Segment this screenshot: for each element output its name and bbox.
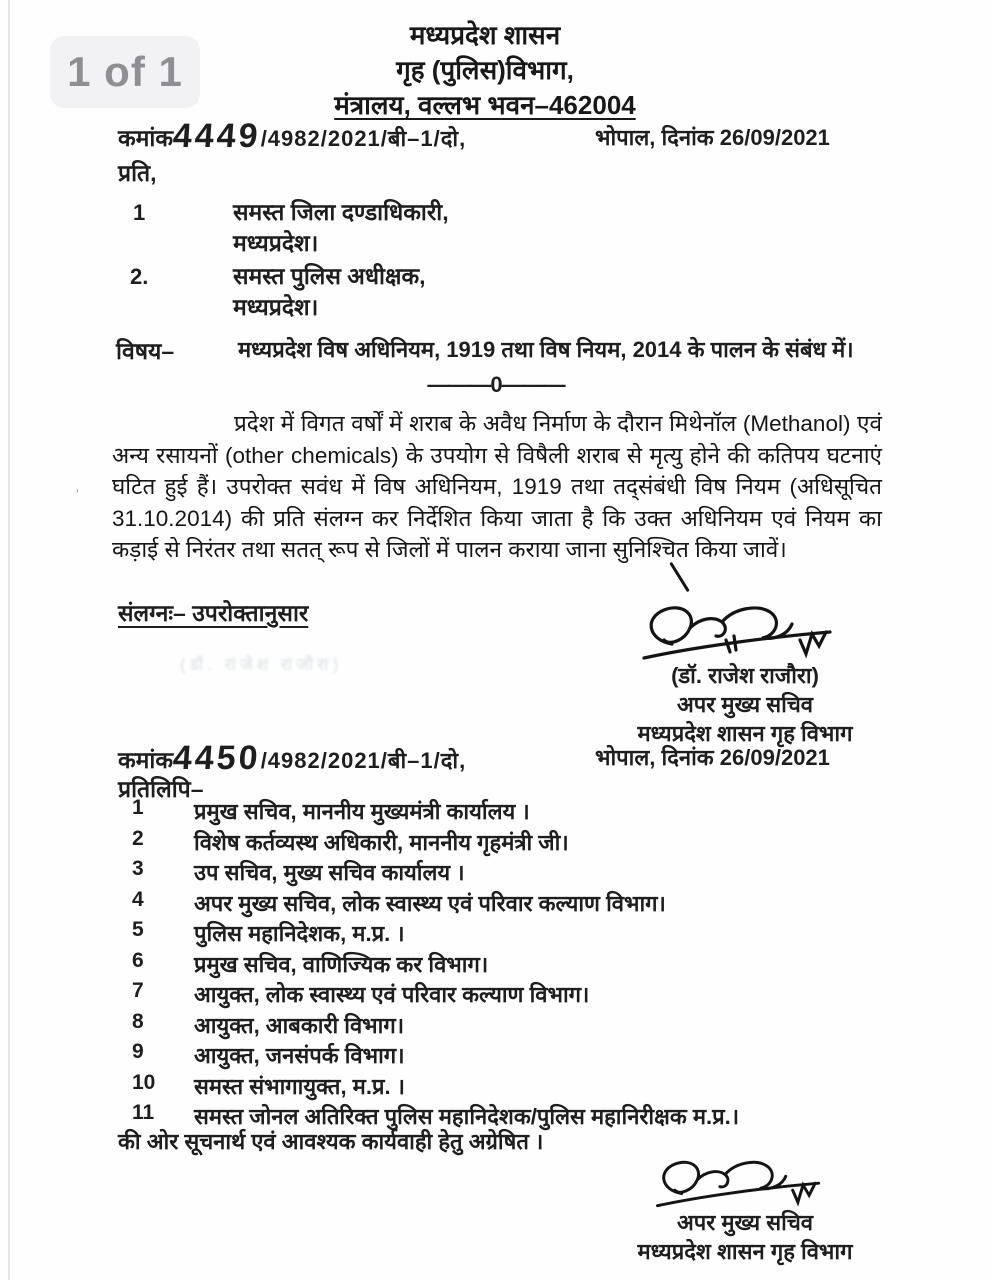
letterhead-dept: गृह (पुलिस)विभाग, (396, 55, 574, 85)
cc-item-number: 8 (132, 1009, 144, 1033)
cc-item-number: 2 (132, 826, 144, 850)
signature-block-2 (600, 1152, 890, 1266)
letterhead (235, 18, 735, 123)
cc-item-number: 6 (132, 948, 144, 972)
ref1-place-date: भोपाल, दिनांक 26/09/2021 (595, 125, 830, 150)
cc-item (132, 796, 892, 827)
scan-speck: ' (76, 486, 79, 502)
cc-item-text: उप सचिव, मुख्य सचिव कार्यालय । (194, 860, 465, 885)
signatory-name: (डॉ. राजेश राजौरा) (671, 663, 819, 688)
letterhead-govt: मध्यप्रदेश शासन (409, 20, 561, 50)
cc-item-text: आयुक्त, जनसंपर्क विभाग। (194, 1043, 405, 1068)
cc-item (132, 918, 892, 949)
ref2-label: कमांक (118, 747, 174, 773)
letter-body: प्रदेश में विगत वर्षों में शराब के अवैध निर्माण के दौरान मिथेनॉल (Methanol) एवं अन्य रसायनों (other chemicals) के उपयोग से विषैली शराब से मृत्यु होने की कतिपय घटनाएं घटित हुई हैं। उपरोक्त सवंध में विष अधिनियम, 1919 तथा तद्संबंधी विष नियम (अधिसूचित 31.10.2014) की प्रति संलग्न कर निर्देशित किया जाता है कि उक्त अधिनियम एवं नियम का कड़ाई से निरंतर तथा सतत् रूप से जिलों में पालन कराया जाना सुनिश्चित किया जावें। (112, 411, 882, 562)
cc-item-number: 4 (132, 887, 144, 911)
cc-item (132, 888, 892, 919)
enclosure-note: संलग्नः– उपरोक्तानुसार (118, 600, 309, 626)
signature-block-1 (600, 596, 890, 748)
cc-item (132, 1040, 892, 1071)
recipient-2-number: 2. (130, 264, 149, 289)
cc-item (132, 1071, 892, 1102)
recipient-2-line1: समस्त पुलिस अधीक्षक, (233, 263, 426, 289)
signatory-dept: मध्यप्रदेश शासन गृह विभाग (637, 721, 853, 746)
recipient-1 (233, 197, 449, 259)
cc-item-number: 11 (132, 1101, 155, 1124)
page-indicator-text: 1 of 1 (67, 48, 183, 95)
cc-item-number: 5 (132, 918, 144, 941)
ref2-place-date: भोपाल, दिनांक 26/09/2021 (595, 745, 830, 770)
cc-item-number: 10 (132, 1070, 156, 1094)
cc-item (132, 827, 892, 858)
ref1-label: कमांक (118, 125, 174, 151)
ref1-handwritten-number: 4449 (171, 117, 262, 155)
page-edge-divider (8, 0, 10, 1280)
signatory-title: अपर मुख्य सचिव (676, 692, 814, 717)
separator-ornament: ———0——— (427, 372, 565, 397)
signatory-title: अपर मुख्य सचिव (676, 1210, 814, 1235)
letterhead-address: मंत्रालय, वल्लभ भवन–462004 (334, 90, 636, 120)
pen-mark (669, 562, 690, 592)
cc-list (132, 796, 892, 1132)
cc-item (132, 949, 892, 980)
cc-item-number: 1 (132, 796, 144, 819)
cc-item (132, 1010, 892, 1041)
signatory-dept: मध्यप्रदेश शासन गृह विभाग (637, 1239, 853, 1264)
cc-item-text: पुलिस महानिदेशक, म.प्र. । (194, 921, 405, 946)
recipient-1-number: 1 (133, 200, 146, 225)
cc-item-number: 7 (132, 979, 144, 1002)
ref1-line (118, 116, 466, 155)
cc-item-text: आयुक्त, आबकारी विभाग। (194, 1012, 405, 1038)
subject-text: मध्यप्रदेश विष अधिनियम, 1919 तथा विष नियम, 2014 के पालन के संबंध में। (238, 337, 854, 362)
cc-item-text: आयुक्त, लोक स्वास्थ्य एवं परिवार कल्याण विभाग। (194, 982, 590, 1007)
recipient-1-line1: समस्त जिला दण्डाधिकारी, (233, 199, 449, 225)
recipient-2 (233, 261, 426, 323)
to-label: प्रति, (118, 160, 157, 186)
recipient-2-line2: मध्यप्रदेश। (233, 294, 319, 320)
bleed-through-text: (डॉ. राजेश राजौरा) (180, 655, 343, 674)
cc-item (132, 979, 892, 1010)
cc-forwarding-note: की ओर सूचनार्थ एवं आवश्यक कार्यवाही हेतु अग्रेषित । (118, 1129, 544, 1154)
recipient-1-line2: मध्यप्रदेश। (233, 230, 319, 256)
page-indicator-badge (50, 36, 200, 108)
ref2-number-rest: /4982/2021/बी–1/दो, (260, 748, 467, 773)
cc-item-text: समस्त जोनल अतिरिक्त पुलिस महानिदेशक/पुलिस महानिरीक्षक म.प्र.। (194, 1104, 740, 1129)
cc-item-text: प्रमुख सचिव, वाणिज्यिक कर विभाग। (194, 951, 489, 977)
ref1-number-rest: /4982/2021/बी–1/दो, (260, 126, 467, 151)
cc-item-text: समस्त संभागायुक्त, म.प्र. । (194, 1073, 406, 1099)
cc-item-text: प्रमुख सचिव, माननीय मुख्यमंत्री कार्यालय । (194, 799, 530, 824)
cc-item (132, 857, 892, 888)
subject-label: विषय– (116, 338, 175, 364)
cc-item-text: विशेष कर्तव्यस्थ अधिकारी, माननीय गृहमंत्री जी। (194, 829, 569, 855)
cc-label: प्रतिलिपि– (118, 776, 204, 802)
cc-item-number: 3 (132, 857, 144, 880)
ref2-handwritten-number: 4450 (171, 739, 262, 777)
cc-item-number: 9 (132, 1040, 144, 1063)
cc-item-text: अपर मुख्य सचिव, लोक स्वास्थ्य एवं परिवार कल्याण विभाग। (194, 890, 666, 916)
